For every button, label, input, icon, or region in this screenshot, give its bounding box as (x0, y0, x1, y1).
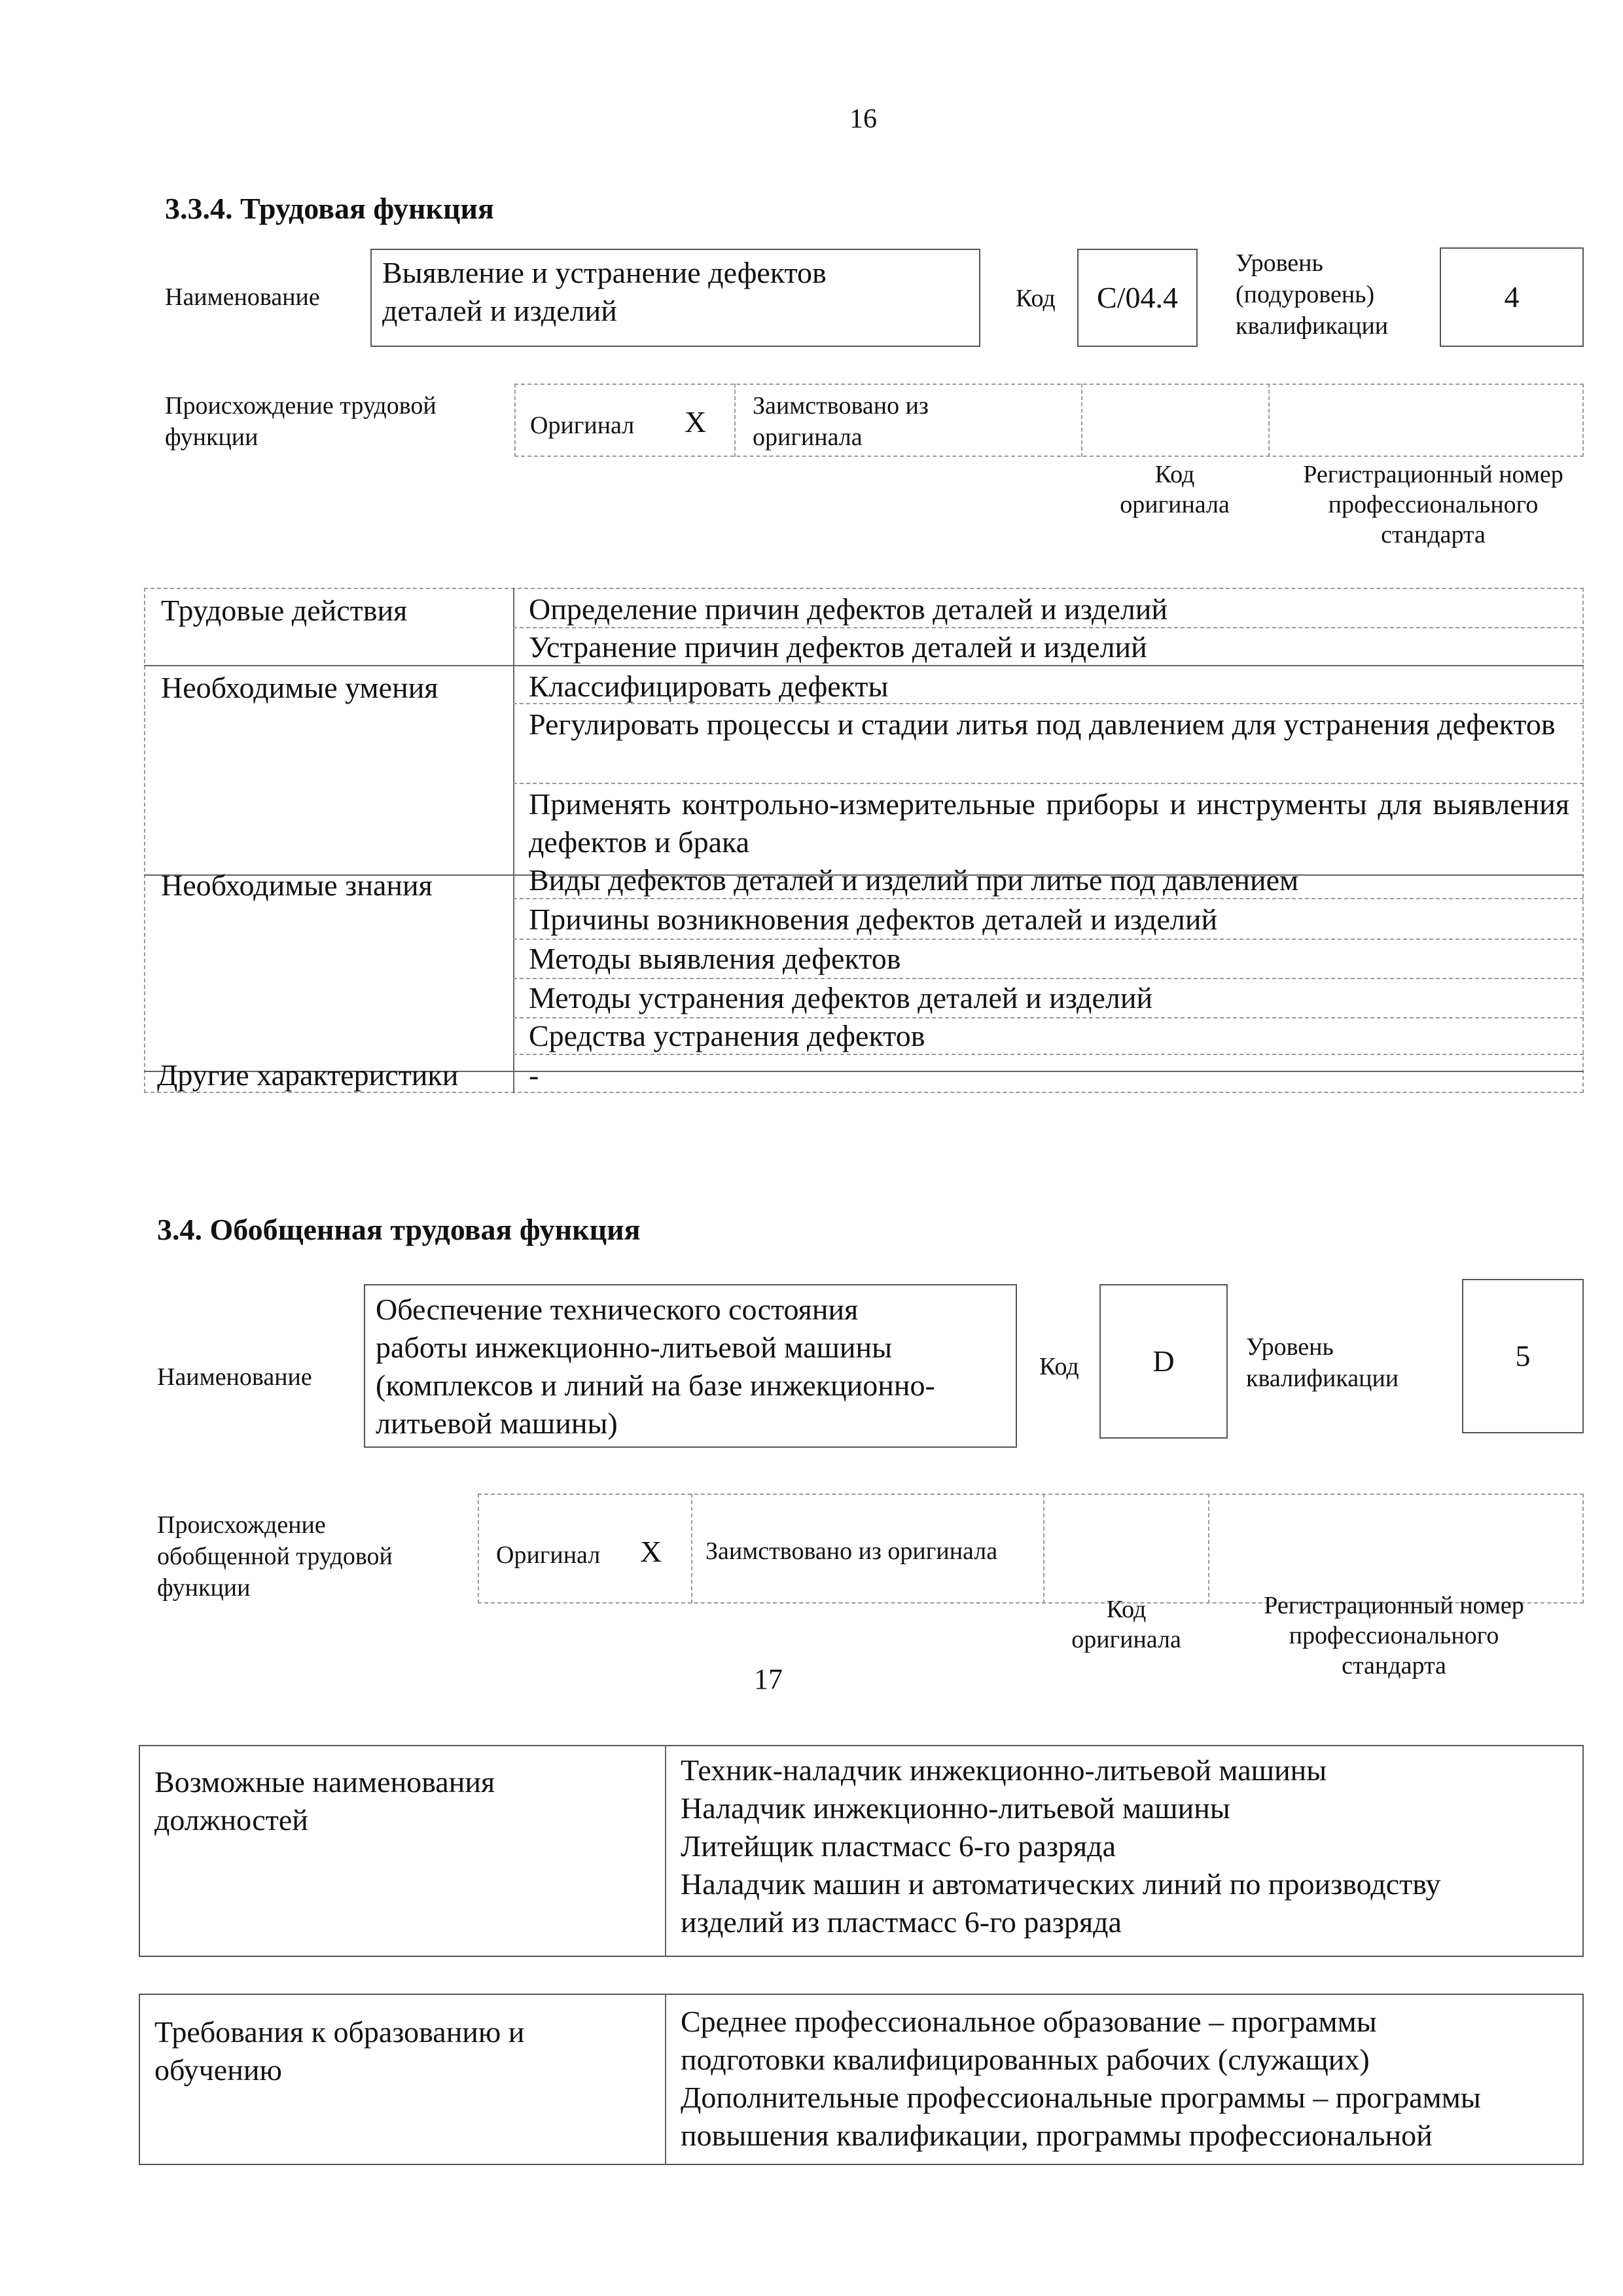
name-value-box-334 (370, 249, 980, 347)
knowledge-item: Средства устранения дефектов (529, 1019, 925, 1052)
borrowed-label-line: Заимствовано из (753, 392, 929, 420)
knowledge-item: Причины возникновения дефектов деталей и изделий (529, 903, 1218, 936)
origin-label-line: Происхождение (157, 1511, 326, 1539)
education-item: повышения квалификации, программы профессиональной (681, 2119, 1433, 2152)
knowledge-label: Необходимые знания (161, 869, 433, 902)
code-label-34: Код (1039, 1353, 1079, 1380)
name-value-line: (комплексов и линий на базе инжекционно- (376, 1369, 935, 1402)
name-label-34: Наименование (157, 1363, 312, 1391)
education-item: Дополнительные профессиональные программы – программы (681, 2081, 1481, 2114)
caption-line: оригинала (1120, 491, 1230, 518)
education-item: Среднее профессиональное образование – программы (681, 2005, 1377, 2038)
caption-line: стандарта (1381, 521, 1486, 548)
name-label-334: Наименование (165, 283, 320, 311)
name-value-line: Обеспечение технического состояния (376, 1293, 859, 1326)
education-label (154, 2013, 524, 2089)
skills-label: Необходимые умения (161, 671, 438, 704)
caption-line: оригинала (1071, 1626, 1181, 1653)
positions-label-line: Возможные наименования (154, 1765, 495, 1799)
page-number-top: 16 (849, 104, 877, 134)
position-item: изделий из пластмасс 6-го разряда (681, 1905, 1122, 1939)
origin-label-line: функции (157, 1574, 251, 1602)
origin-label-334 (165, 390, 437, 453)
caption-line: Регистрационный номер (1303, 461, 1563, 488)
positions-list (681, 1751, 1571, 1941)
page-number-middle: 17 (754, 1663, 783, 1695)
knowledge-item: Виды дефектов деталей и изделий при литье под давлением (529, 863, 1299, 897)
origin-label-line: обобщенной трудовой (157, 1543, 393, 1570)
positions-label-line: должностей (154, 1803, 308, 1837)
position-item: Литейщик пластмасс 6-го разряда (681, 1829, 1116, 1863)
education-label-line: обучению (154, 2053, 282, 2087)
caption-line: Код (1106, 1596, 1147, 1623)
position-item: Техник-наладчик инжекционно-литьевой машины (681, 1753, 1327, 1787)
section-heading-334: 3.3.4. Трудовая функция (165, 192, 494, 225)
level-label-line: квалификации (1246, 1365, 1399, 1392)
level-value-box-34: 5 (1462, 1279, 1584, 1433)
reg-number-caption-334 (1270, 459, 1597, 550)
origin-label-line: функции (165, 423, 259, 451)
position-item: Наладчик машин и автоматических линий по производству (681, 1867, 1441, 1901)
skill-item: Классифицировать дефекты (529, 670, 889, 703)
original-label-334: Оригинал (530, 412, 635, 439)
caption-line: профессионального (1289, 1622, 1499, 1649)
code-label-334: Код (1016, 285, 1056, 312)
name-value-line: Выявление и устранение дефектов (382, 256, 827, 289)
caption-line: Код (1154, 461, 1195, 488)
origin-label-line: Происхождение трудовой (165, 392, 437, 420)
code-original-caption-334 (1081, 459, 1268, 520)
position-item: Наладчик инжекционно-литьевой машины (681, 1791, 1230, 1825)
skill-item: Регулировать процессы и стадии литья под давлением для устранения дефектов (529, 708, 1556, 741)
level-label-line: (подуровень) (1236, 281, 1375, 308)
education-label-line: Требования к образованию и (154, 2015, 525, 2049)
labor-action-item: Устранение причин дефектов деталей и изделий (529, 630, 1147, 664)
level-label-334 (1236, 247, 1388, 342)
reg-number-caption-34 (1230, 1590, 1558, 1681)
education-list (681, 2003, 1577, 2155)
name-value-line: деталей и изделий (382, 294, 617, 327)
knowledge-item: Методы выявления дефектов (529, 942, 901, 975)
borrowed-label-334 (753, 390, 929, 453)
knowledge-item: Методы устранения дефектов деталей и изделий (529, 981, 1153, 1014)
origin-label-34 (157, 1509, 393, 1604)
caption-line: профессионального (1328, 491, 1539, 518)
name-value-line: работы инжекционно-литьевой машины (376, 1331, 893, 1364)
other-characteristics-value: - (529, 1058, 539, 1092)
original-mark-34: X (640, 1535, 662, 1568)
original-label-34: Оригинал (496, 1541, 601, 1569)
name-value-box-34 (364, 1284, 1017, 1448)
caption-line: Регистрационный номер (1264, 1592, 1524, 1619)
origin-box-334 (514, 384, 1584, 457)
code-value-box-34: D (1099, 1284, 1228, 1439)
code-original-caption-34 (1044, 1594, 1208, 1655)
borrowed-label-line: оригинала (753, 423, 863, 451)
section-heading-34: 3.4. Обобщенная трудовая функция (157, 1213, 641, 1246)
code-value-box-334: С/04.4 (1077, 249, 1198, 347)
positions-label (154, 1763, 495, 1839)
level-label-line: квалификации (1236, 312, 1389, 340)
labor-actions-label: Трудовые действия (161, 594, 408, 627)
level-label-line: Уровень (1246, 1333, 1334, 1361)
borrowed-label-34: Заимствовано из оригинала (705, 1537, 998, 1565)
other-characteristics-label: Другие характеристики (157, 1058, 459, 1092)
name-value-line: литьевой машины) (376, 1407, 618, 1440)
education-item: подготовки квалифицированных рабочих (служащих) (681, 2043, 1370, 2076)
caption-line: стандарта (1342, 1652, 1446, 1679)
level-label-line: Уровень (1236, 249, 1323, 277)
level-value-box-334: 4 (1440, 247, 1584, 347)
original-mark-334: X (685, 405, 707, 439)
skill-item: Применять контрольно-измерительные приборы и инструменты для выявления дефектов и брака (529, 787, 1569, 859)
labor-action-item: Определение причин дефектов деталей и изделий (529, 592, 1168, 626)
level-label-34 (1246, 1331, 1399, 1394)
